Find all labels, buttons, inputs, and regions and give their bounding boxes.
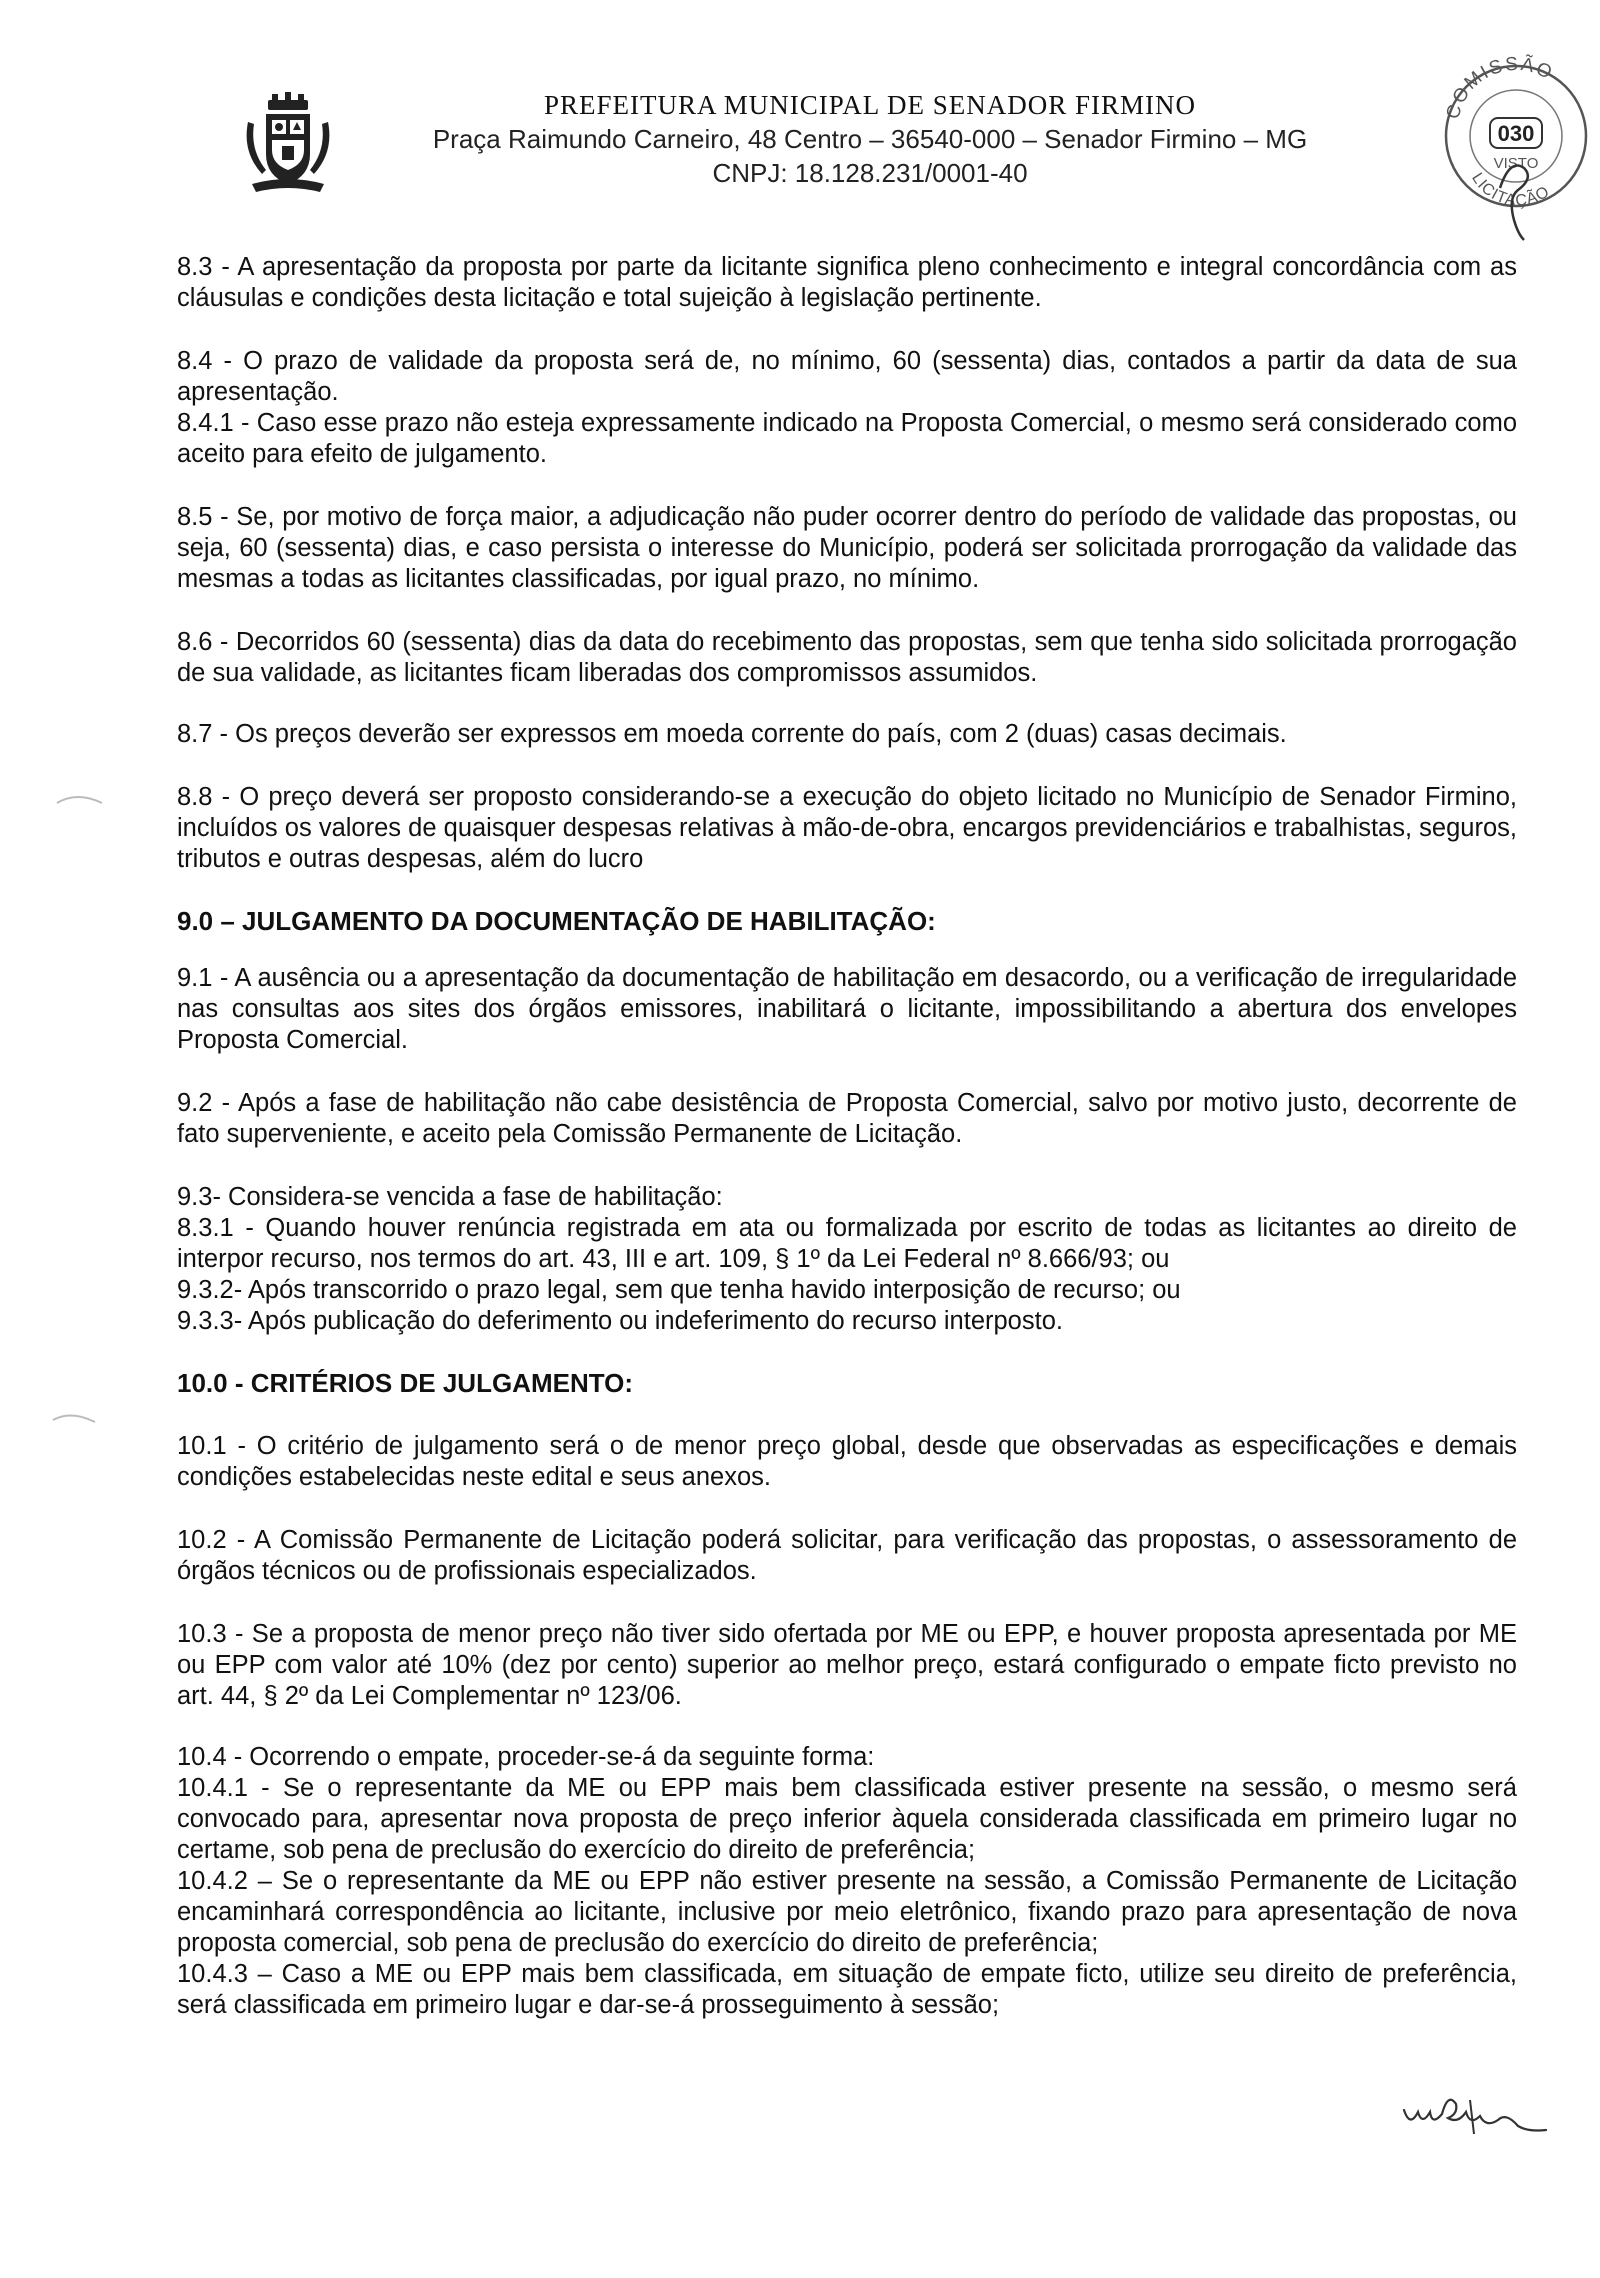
municipality-address: Praça Raimundo Carneiro, 48 Centro – 36540-000 – Senador Firmino – MG — [432, 124, 1308, 154]
paragraph-spacer — [177, 1150, 1517, 1182]
clause-paragraph: 8.3.1 - Quando houver renúncia registrada em ata ou formalizada por escrito de todas as licitantes ao direito de interpor recurso, nos termos do art. 43, III e art. 109, § 1º da Lei Federal nº 8.666/93; ou — [177, 1214, 1517, 1273]
scan-mark — [52, 785, 112, 815]
paragraph-spacer — [177, 875, 1517, 905]
clause-paragraph: 8.4.1 - Caso esse prazo não esteja expressamente indicado na Proposta Comercial, o mesmo será considerado como aceito para efeito de julgamento. — [177, 409, 1517, 468]
clause-paragraph: 8.4 - O prazo de validade da proposta será de, no mínimo, 60 (sessenta) dias, contados a partir da data de sua apresentação. — [177, 347, 1517, 406]
paragraph-spacer — [177, 1337, 1517, 1367]
clause-paragraph: 8.7 - Os preços deverão ser expressos em moeda corrente do país, com 2 (duas) casas decimais. — [177, 720, 1287, 748]
clause-paragraph: 10.4.3 – Caso a ME ou EPP mais bem classificada, em situação de empate ficto, utilize seu direito de preferência, será classificada em primeiro lugar e dar-se-á prosseguimento à sessão; — [177, 1960, 1517, 2019]
letterhead — [0, 0, 1600, 240]
municipal-coat-of-arms — [238, 92, 338, 202]
municipality-cnpj: CNPJ: 18.128.231/0001-40 — [712, 158, 1028, 188]
clause-paragraph: 10.4 - Ocorrendo o empate, proceder-se-á da seguinte forma: — [177, 1743, 875, 1771]
paragraph-spacer — [177, 1493, 1517, 1525]
document-body — [177, 252, 1517, 2021]
section-heading: 9.0 – JULGAMENTO DA DOCUMENTAÇÃO DE HABILITAÇÃO: — [177, 906, 936, 936]
paragraph-spacer — [177, 470, 1517, 502]
paragraph-spacer — [177, 1587, 1517, 1619]
clause-paragraph: 9.1 - A ausência ou a apresentação da documentação de habilitação em desacordo, ou a verificação de irregularidade nas consultas aos sites dos órgãos emissores, inabilitará o licitante, impossibilitando a abertura dos envelopes Proposta Comercial. — [177, 964, 1517, 1054]
clause-paragraph: 9.3.3- Após publicação do deferimento ou indeferimento do recurso interposto. — [177, 1307, 1063, 1335]
stamp-visto: VISTO — [1493, 155, 1539, 172]
paragraph-spacer — [177, 595, 1517, 627]
clause-paragraph: 10.4.1 - Se o representante da ME ou EPP mais bem classificada estiver presente na sessão, o mesmo será convocado para, apresentar nova proposta de preço inferior àquela considerada classificada em primeiro lugar no certame, sob pena de preclusão do exercício do direito de preferência; — [177, 1774, 1517, 1864]
stamp-number: 030 — [1497, 121, 1535, 146]
paragraph-spacer — [177, 1399, 1517, 1431]
clause-paragraph: 10.1 - O critério de julgamento será o de menor preço global, desde que observadas as especificações e demais condições estabelecidas neste edital e seus anexos. — [177, 1432, 1517, 1491]
clause-paragraph: 10.2 - A Comissão Permanente de Licitação poderá solicitar, para verificação das propostas, o assessoramento de órgãos técnicos ou de profissionais especializados. — [177, 1526, 1517, 1585]
stamp-top-text: COMISSÃO — [1442, 53, 1557, 122]
paragraph-spacer — [177, 1712, 1517, 1742]
clause-paragraph: 8.3 - A apresentação da proposta por parte da licitante significa pleno conhecimento e integral concordância com as cláusulas e condições desta licitação e total sujeição à legislação pertinente. — [177, 253, 1517, 312]
clause-paragraph: 9.3.2- Após transcorrido o prazo legal, sem que tenha havido interposição de recurso; ou — [177, 1276, 1181, 1304]
letterhead-text — [340, 88, 1400, 190]
clause-paragraph: 8.5 - Se, por motivo de força maior, a adjudicação não puder ocorrer dentro do período de validade das propostas, ou seja, 60 (sessenta) dias, e caso persista o interesse do Município, poderá ser solicitada prorrogação da validade das mesmas a todas as licitantes classificadas, por igual prazo, no mínimo. — [177, 503, 1517, 593]
commission-stamp — [1430, 28, 1595, 253]
stamp-bottom-text: LICITAÇÃO — [1468, 170, 1554, 210]
section-heading: 10.0 - CRITÉRIOS DE JULGAMENTO: — [177, 1368, 634, 1398]
clause-paragraph: 9.2 - Após a fase de habilitação não cabe desistência de Proposta Comercial, salvo por motivo justo, decorrente de fato superveniente, e aceito pela Comissão Permanente de Licitação. — [177, 1089, 1517, 1148]
clause-paragraph: 8.6 - Decorridos 60 (sessenta) dias da data do recebimento das propostas, sem que tenha sido solicitada prorrogação de sua validade, as licitantes ficam liberadas dos compromissos assumidos. — [177, 628, 1517, 687]
paragraph-spacer — [177, 1056, 1517, 1088]
scan-mark — [48, 1404, 108, 1434]
clause-paragraph: 8.8 - O preço deverá ser proposto considerando-se a execução do objeto licitado no Município de Senador Firmino, incluídos os valores de quaisquer despesas relativas à mão-de-obra, encargos previdenciários e trabalhistas, seguros, tributos e outras despesas, além do lucro — [177, 783, 1517, 873]
paragraph-spacer — [177, 314, 1517, 346]
clause-paragraph: 10.3 - Se a proposta de menor preço não tiver sido ofertada por ME ou EPP, e houver proposta apresentada por ME ou EPP com valor até 10% (dez por cento) superior ao melhor preço, estará configurado o empate ficto previsto no art. 44, § 2º da Lei Complementar nº 123/06. — [177, 1620, 1517, 1710]
paragraph-spacer — [177, 689, 1517, 719]
paragraph-spacer — [177, 750, 1517, 782]
paragraph-spacer — [177, 937, 1517, 963]
municipality-title: PREFEITURA MUNICIPAL DE SENADOR FIRMINO — [543, 90, 1197, 120]
clause-paragraph: 10.4.2 – Se o representante da ME ou EPP não estiver presente na sessão, a Comissão Permanente de Licitação encaminhará correspondência ao licitante, inclusive por meio eletrônico, fixando prazo para apresentação de nova proposta comercial, sob pena de preclusão do exercício do direito de preferência; — [177, 1867, 1517, 1957]
handwritten-rubric — [1400, 2080, 1570, 2140]
svg-text:COMISSÃO — [1443, 53, 1557, 121]
clause-paragraph: 9.3- Considera-se vencida a fase de habilitação: — [177, 1183, 723, 1211]
